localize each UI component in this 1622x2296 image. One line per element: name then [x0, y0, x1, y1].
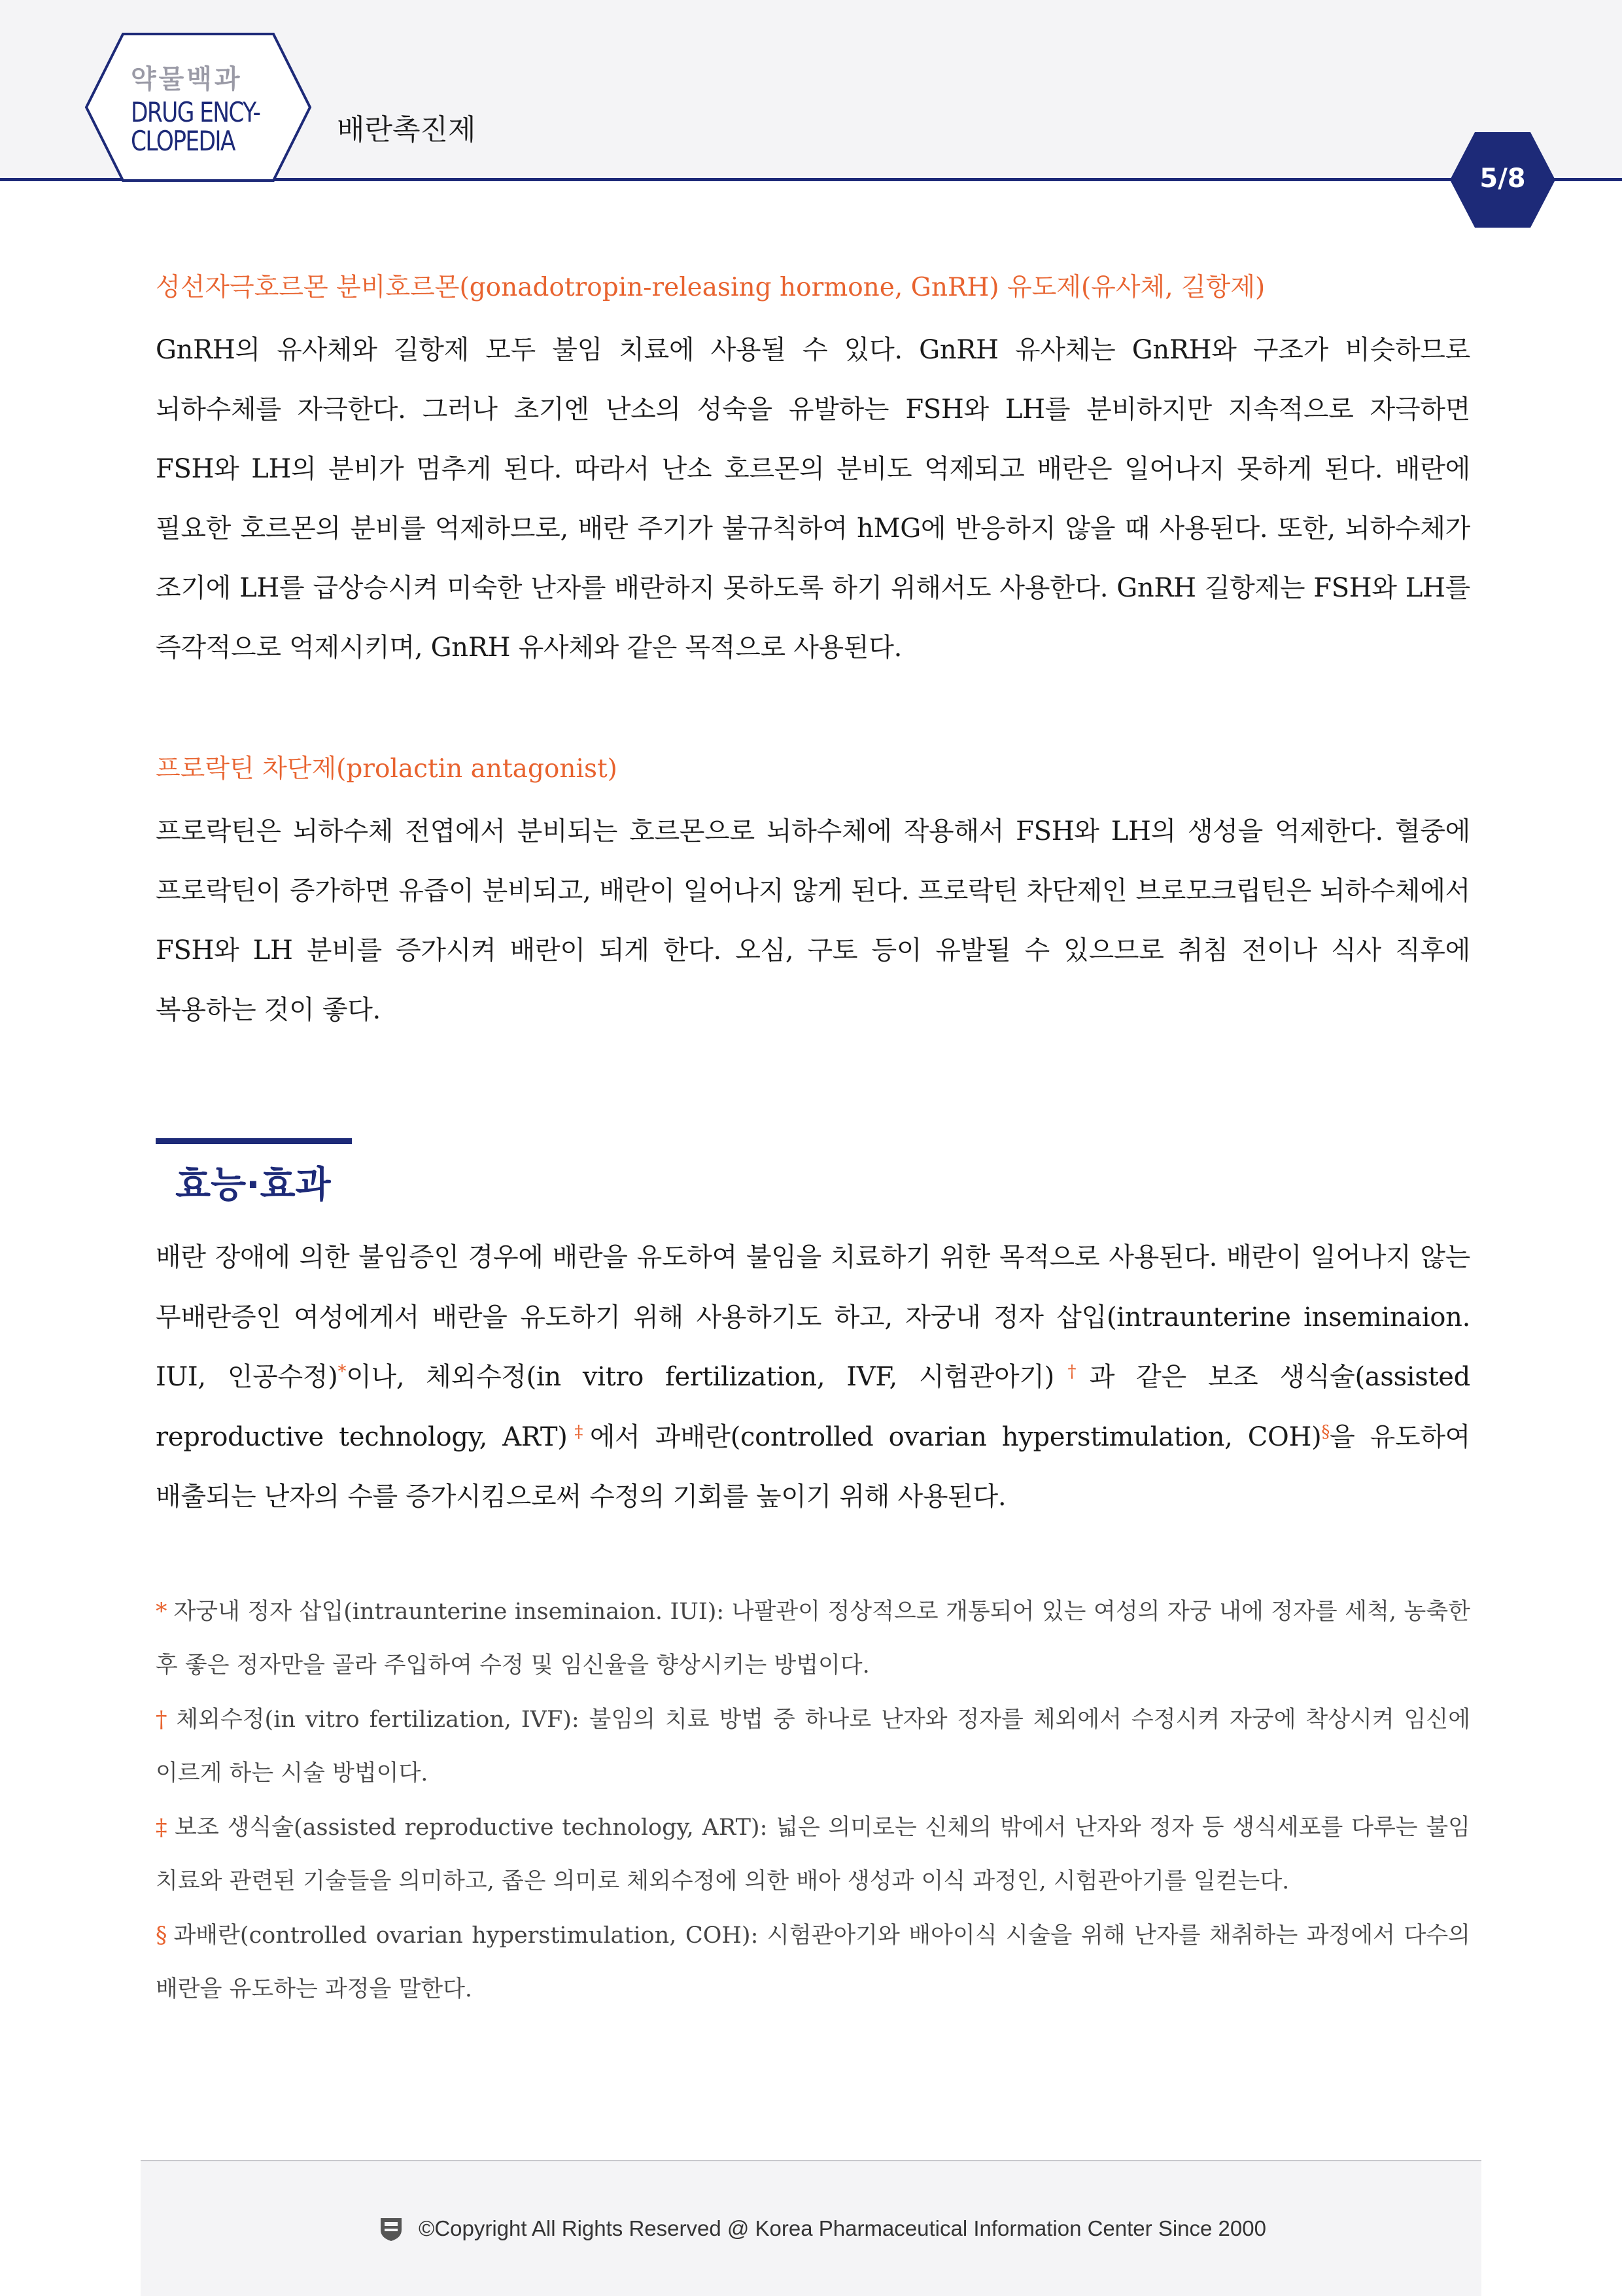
- footnote-mark: §: [156, 1922, 167, 1949]
- footer: [141, 2160, 1481, 2296]
- document-title: 배란촉진제: [337, 113, 476, 147]
- footnote-mark: ‡: [156, 1814, 169, 1841]
- efficacy-text-4: 에서 과배란(controlled ovarian hyperstimulation, COH): [589, 1421, 1322, 1452]
- copyright-text: ©Copyright All Rights Reserved @ Korea Pharmaceutical Information Center Since 2000: [419, 2216, 1266, 2240]
- footnote-ref-3[interactable]: ‡: [567, 1421, 590, 1442]
- section-heading-prolactin: 프로락틴 차단제(prolactin antagonist): [156, 754, 617, 784]
- section-title-bar: [156, 1138, 352, 1144]
- section-heading-gnrh: 성선자극호르몬 분비호르몬(gonadotropin-releasing hormone, GnRH) 유도제(유사체, 길항제): [156, 273, 1266, 302]
- logo-english-line1: DRUG ENCY-: [131, 96, 260, 128]
- footnote-text: 보조 생식술(assisted reproductive technology, ART): 넓은 의미로는 신체의 밖에서 난자와 정자 등 생식세포를 다루는 불임 치료와 관련된 기술들을 의미하고, 좁은 의미로 체외수정에 의한 배아 생성과 이식 과정인, 시험관아기를 일컫는다.: [156, 1814, 1470, 1894]
- footnote-item: [156, 1693, 1470, 1801]
- footnote-mark: *: [156, 1598, 167, 1625]
- efficacy-text-3: 과 같은 보조 생식술(assisted reproductive technology, ART): [156, 1362, 1470, 1452]
- section-body-gnrh: GnRH의 유사체와 길항제 모두 불임 치료에 사용될 수 있다. GnRH 유사체는 GnRH와 구조가 비슷하므로 뇌하수체를 자극한다. 그러나 초기엔 난소의 성숙을 유발하는 FSH와 LH를 분비하지만 지속적으로 자극하면 FSH와 LH의 분비가 멈추게 된다. 따라서 난소 호르몬의 분비도 억제되고 배란은 일어나지 못하게 된다. 배란에 필요한 호르몬의 분비를 억제하므로, 배란 주기가 불규칙하여 hMG에 반응하지 않을 때 사용된다. 또한, 뇌하수체가 조기에 LH를 급상승시켜 미숙한 난자를 배란하지 못하도록 하기 위해서도 사용한다. GnRH 길항제는 FSH와 LH를 즉각적으로 억제시키며, GnRH 유사체와 같은 목적으로 사용된다.: [156, 335, 1470, 663]
- footnote-item: [156, 1585, 1470, 1693]
- efficacy-text-1: 배란 장애에 의한 불임증인 경우에 배란을 유도하여 불임을 치료하기 위한 목적으로 사용된다. 배란이 일어나지 않는 무배란증인 여성에게서 배란을 유도하기 위해 사용하기도 하고, 자궁내 정자 삽입(intraunterine inseminaion. IUI, 인공수정): [156, 1242, 1470, 1392]
- footnote-text: 자궁내 정자 삽입(intraunterine inseminaion. IUI): 나팔관이 정상적으로 개통되어 있는 여성의 자궁 내에 정자를 세척, 농축한 후 좋은 정자만을 골라 주입하여 수정 및 임신율을 향상시키는 방법이다.: [156, 1598, 1470, 1679]
- main-content: [156, 255, 1470, 2017]
- footnote-mark: †: [156, 1706, 170, 1733]
- efficacy-text-5: 을 유도하여 배출되는 난자의 수를 증가시킴으로써 수정의 기회를 높이기 위해 사용된다.: [156, 1421, 1471, 1512]
- footnote-text: 과배란(controlled ovarian hyperstimulation, COH): 시험관아기와 배아이식 시술을 위해 난자를 채취하는 과정에서 다수의 배란을 유도하는 과정을 말한다.: [156, 1922, 1470, 2002]
- footnote-ref-1[interactable]: *: [337, 1362, 347, 1382]
- footnote-ref-4[interactable]: §: [1321, 1421, 1330, 1442]
- logo-korean: 약물백과: [131, 64, 243, 94]
- section-body-prolactin: 프로락틴은 뇌하수체 전엽에서 분비되는 호르몬으로 뇌하수체에 작용해서 FSH와 LH의 생성을 억제한다. 혈중에 프로락틴이 증가하면 유즙이 분비되고, 배란이 일어나지 않게 된다. 프로락틴 차단제인 브로모크립틴은 뇌하수체에서 FSH와 LH 분비를 증가시켜 배란이 되게 한다. 오심, 구토 등이 유발될 수 있으므로 취침 전이나 식사 직후에 복용하는 것이 좋다.: [156, 816, 1470, 1025]
- shield-logo-icon: [379, 2216, 403, 2242]
- efficacy-body: [156, 1228, 1470, 1527]
- footer-content: [379, 2216, 1266, 2242]
- footnote-text: 체외수정(in vitro fertilization, IVF): 불임의 치료 방법 중 하나로 난자와 정자를 체외에서 수정시켜 자궁에 착상시켜 임신에 이르게 하는 시술 방법이다.: [156, 1706, 1471, 1786]
- logo-english-line2: CLOPEDIA: [131, 125, 235, 158]
- footnote-item: [156, 1909, 1470, 2017]
- footnote-item: [156, 1801, 1470, 1909]
- footnote-ref-2[interactable]: †: [1054, 1362, 1090, 1382]
- page-number: 5/8: [1479, 164, 1526, 194]
- logo: [131, 65, 301, 156]
- efficacy-title: 효능·효과: [175, 1164, 331, 1206]
- efficacy-text-2: 이나, 체외수정(in vitro fertilization, IVF, 시험관아기): [346, 1362, 1054, 1392]
- footnotes: [156, 1585, 1470, 2017]
